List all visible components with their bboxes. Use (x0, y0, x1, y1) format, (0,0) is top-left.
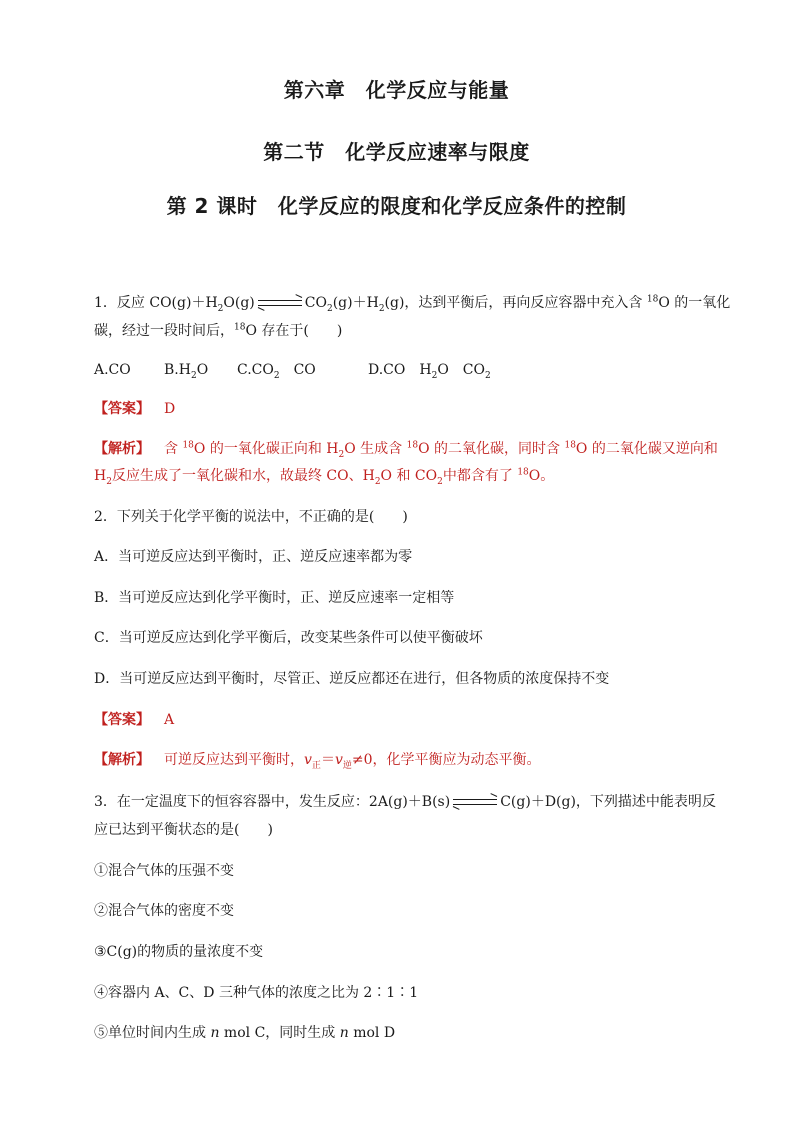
lesson-title: 第 2 课时 化学反应的限度和化学反应条件的控制 (166, 194, 627, 218)
q1-stem-line1: 1．反应 $CO(g)+H_2O(g)$ $CO_2(g)+H_2(g)$，达到平衡后，再向反应容器中充入含 $^{18}$O 的一氧化 (94, 294, 731, 314)
q3-item-5: ⑤单位时间内生成 n mol C，同时生成 n mol D (94, 1025, 396, 1041)
q1-analysis-line2: $H_2$反应生成了一氧化碳和水，故最终 CO、$H_2O$ 和 $CO_2$中都含有了 $^{18}$O。 (94, 467, 555, 487)
q2-stem: 2．下列关于化学平衡的说法中，不正确的是( ) (94, 509, 408, 525)
q1-option-a: A.CO (94, 362, 131, 378)
q2-analysis: 【解析】 可逆反应达到平衡时，$v_正=v_逆\ne 0$，化学平衡应为动态平衡。 (94, 752, 541, 771)
equilibrium-arrow-icon (258, 298, 302, 308)
equilibrium-arrow-icon (453, 797, 497, 807)
q2-answer: 【答案】 A (94, 712, 175, 728)
chapter-title: 第六章 化学反应与能量 (283, 78, 510, 102)
q2-option-b: B．当可逆反应达到化学平衡时，正、逆反应速率一定相等 (94, 590, 455, 606)
q3-item-2: ②混合气体的密度不变 (94, 903, 234, 919)
q3-item-3: ③C(g)的物质的量浓度不变 (94, 944, 264, 960)
q1-option-b: $B.H_2O$ (164, 362, 209, 381)
q1-option-d: D.CO $H_2O$ $CO_2$ (368, 362, 491, 381)
q1-stem-line2: 碳，经过一段时间后，$^{18}$O 存在于( ) (94, 322, 343, 339)
q1-answer: 【答案】 D (94, 401, 176, 417)
q2-option-c: C．当可逆反应达到化学平衡后，改变某些条件可以使平衡破坏 (94, 630, 483, 646)
q3-stem-line2: 应已达到平衡状态的是( ) (94, 822, 273, 838)
q1-option-c: $C.CO_2$ CO (237, 362, 316, 381)
q1-analysis-line1: 【解析】 含 $^{18}$O 的一氧化碳正向和 $H_2O$ 生成含 $^{18}$O 的二氧化碳，同时含 $^{18}$O 的二氧化碳又逆向和 (94, 440, 718, 460)
q2-option-a: A．当可逆反应达到平衡时，正、逆反应速率都为零 (94, 549, 413, 565)
section-title: 第二节 化学反应速率与限度 (263, 140, 530, 164)
q3-stem-line1: 3．在一定温度下的恒容容器中，发生反应：2A(g)＋B(s) C(g)＋D(g)，下列描述中能表明反 (94, 794, 716, 810)
q3-item-1: ①混合气体的压强不变 (94, 863, 234, 879)
q2-option-d: D．当可逆反应达到平衡时，尽管正、逆反应都还在进行，但各物质的浓度保持不变 (94, 671, 610, 687)
q3-item-4: ④容器内 A、C、D 三种气体的浓度之比为 2∶1∶1 (94, 985, 419, 1001)
